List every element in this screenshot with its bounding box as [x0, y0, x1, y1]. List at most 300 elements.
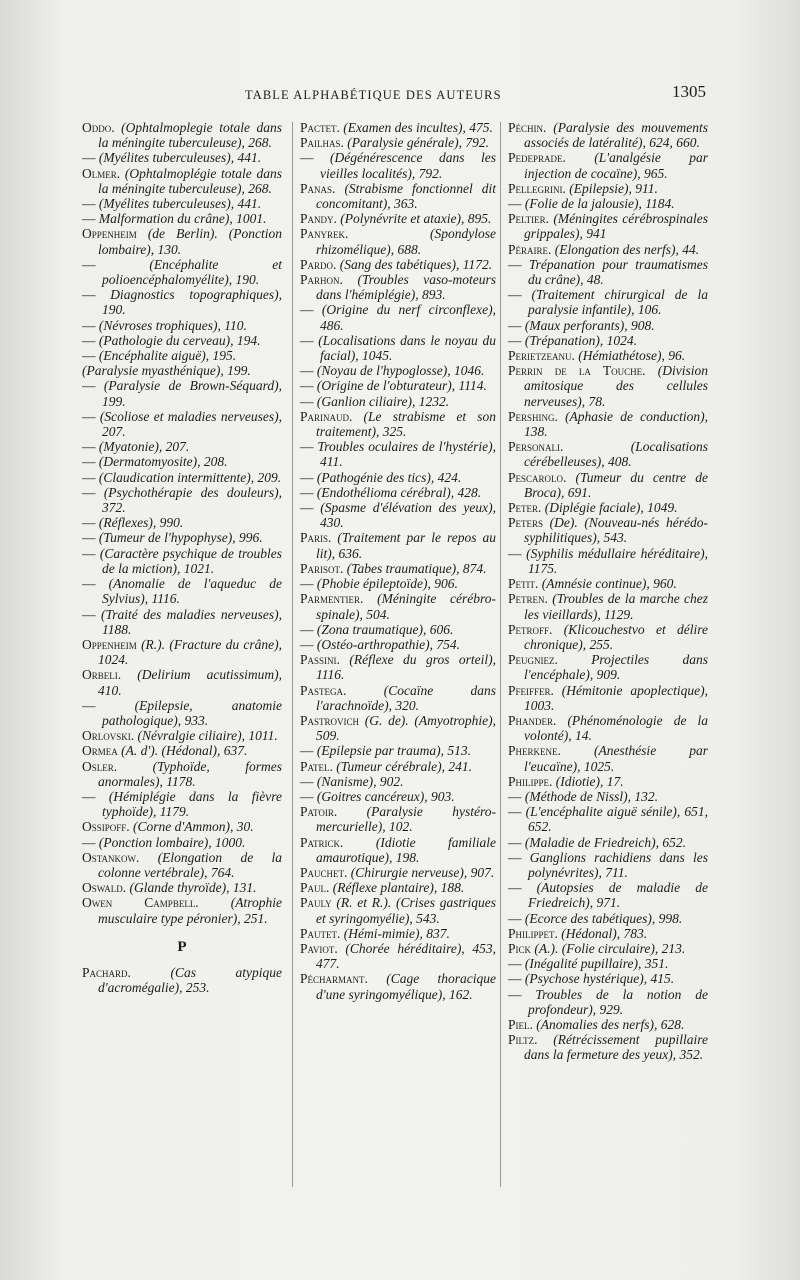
- author-name: Orbeli.: [82, 667, 122, 683]
- entry-title: (Maux perforants), 908.: [524, 317, 655, 333]
- index-entry: [300, 591, 496, 621]
- entry-title: (Syphilis médullaire héréditaire), 1175.: [526, 545, 708, 576]
- index-entry: [300, 211, 496, 226]
- index-column-2: [300, 120, 496, 1002]
- index-entry: [508, 911, 708, 926]
- index-entry: [508, 363, 708, 409]
- index-entry: [82, 835, 282, 850]
- index-entry: [300, 880, 496, 895]
- entry-title: (Glande thyroïde), 131.: [129, 880, 257, 896]
- entry-title: (Réflexes), 990.: [98, 515, 184, 531]
- entry-title: (Ecorce des tabétiques), 998.: [524, 910, 683, 926]
- entry-title: (Tumeur de l'hypophyse), 996.: [98, 530, 263, 546]
- entry-title: (Epilepsie, anatomie pathologique), 933.: [102, 697, 282, 728]
- index-entry: [300, 713, 496, 743]
- author-name: Pandy.: [300, 211, 337, 227]
- index-entry: [82, 895, 282, 925]
- author-name: Oswald.: [82, 880, 127, 896]
- author-name: Oddo.: [82, 120, 115, 135]
- index-entry: [82, 880, 282, 895]
- entry-title: (Tumeur du centre de Broca), 691.: [524, 469, 708, 500]
- entry-title: (Localisations dans le noyau du facial), 1045.: [318, 332, 496, 364]
- entry-title: (Maladie de Friedreich), 652.: [524, 834, 686, 850]
- entry-title: (Spasme d'élévation des yeux), 430.: [320, 500, 496, 531]
- index-entry: [82, 211, 282, 226]
- index-entry: [508, 439, 708, 469]
- entry-title: (Psychothérapie des douleurs), 372.: [102, 484, 283, 516]
- author-name: —: [82, 788, 96, 804]
- author-name: Parinaud.: [300, 408, 353, 424]
- index-entry: [300, 363, 496, 378]
- index-entry: [82, 728, 282, 743]
- author-name: —: [82, 332, 96, 348]
- author-name: —: [300, 484, 314, 500]
- author-name: —: [82, 196, 96, 212]
- entry-title: (Traitement chirurgical de la paralysie infantile), 106.: [528, 287, 709, 318]
- entry-title: (Paralysie de Brown-Séquard), 199.: [102, 378, 283, 409]
- index-entry: [82, 759, 282, 789]
- index-entry: [300, 865, 496, 880]
- author-name: Peugniez.: [508, 652, 558, 668]
- author-name: Piltz.: [508, 1032, 538, 1048]
- entry-title: (Amnésie continue), 960.: [541, 576, 677, 592]
- index-entry: [508, 880, 708, 910]
- entry-title: (Réflexe du gros orteil), 1116.: [316, 652, 497, 683]
- entry-title: (Endothélioma cérébral), 428.: [316, 484, 482, 500]
- entry-title: (Spondylose rhizomélique), 688.: [316, 226, 496, 257]
- author-name: —: [300, 332, 314, 348]
- index-entry: [508, 683, 708, 713]
- author-name: Personali.: [508, 439, 564, 455]
- page-number: 1305: [672, 82, 706, 101]
- author-name: —: [508, 317, 522, 333]
- index-entry: [508, 789, 708, 804]
- entry-title: (Hémiplégie dans la fièvre typhoïde), 1179.: [102, 788, 282, 820]
- entry-title: (Encéphalite aiguë), 195.: [98, 348, 237, 364]
- entry-title: (Dégénérescence dans les vieilles localités), 792.: [320, 150, 497, 181]
- entry-title: Troubles oculaires de l'hystérie), 411.: [317, 439, 496, 470]
- entry-title: (R.). (Fracture du crâne), 1024.: [98, 636, 282, 668]
- index-entry: [300, 409, 496, 439]
- author-name: Ostankow.: [82, 849, 140, 865]
- index-entry: [82, 515, 282, 530]
- index-entry: [508, 515, 708, 545]
- index-entry: [508, 835, 708, 850]
- entry-title: (Trépanation), 1024.: [524, 332, 638, 348]
- index-entry: [508, 470, 708, 500]
- entry-title: (Ophtalmoplégie totale dans la méningite tuberculeuse), 268.: [98, 165, 282, 196]
- author-name: Philippet.: [508, 925, 558, 941]
- entry-title: (Paralysie générale), 792.: [347, 135, 489, 151]
- entry-title: (Examen des incultes), 475.: [343, 120, 493, 135]
- author-name: Pershing.: [508, 408, 558, 424]
- entry-title: (Traité des maladies nerveuses), 1188.: [100, 606, 282, 637]
- author-name: Pachard.: [82, 964, 131, 980]
- index-entry: [82, 120, 282, 150]
- author-name: —: [82, 317, 96, 333]
- author-name: —: [508, 956, 522, 972]
- author-name: —: [300, 621, 314, 637]
- author-name: Parhon.: [300, 272, 343, 288]
- entry-title: (Nanisme), 902.: [316, 773, 404, 789]
- index-entry: [82, 348, 282, 363]
- author-name: Péchin.: [508, 120, 547, 135]
- author-name: —: [82, 697, 96, 713]
- index-entry: [82, 485, 282, 515]
- index-entry: [508, 956, 708, 971]
- index-entry: [300, 530, 496, 560]
- author-name: —: [300, 393, 314, 409]
- entry-title: (Chirurgie nerveuse), 907.: [350, 864, 495, 880]
- author-name: Pedeprade.: [508, 150, 566, 166]
- author-name: Philippe.: [508, 773, 553, 789]
- entry-title: (Aphasie de conduction), 138.: [524, 408, 708, 440]
- index-entry: [508, 987, 708, 1017]
- entry-title: (Ostéo-arthropathie), 754.: [316, 636, 460, 652]
- author-name: Petren.: [508, 591, 548, 607]
- entry-title: (Myélites tuberculeuses), 441.: [98, 150, 262, 166]
- author-name: Panyrek.: [300, 226, 349, 242]
- author-name: —: [300, 773, 314, 789]
- entry-title: (Atrophie musculaire type péronier), 251.: [98, 895, 282, 926]
- index-entry: [300, 500, 496, 530]
- author-name: —: [82, 484, 96, 500]
- entry-title: (Ophtalmoplegie totale dans la méningite tuberculeuse), 268.: [98, 120, 282, 151]
- index-entry: [82, 576, 282, 606]
- entry-title: (L'analgésie par injection de cocaïne), 965.: [524, 150, 708, 181]
- entry-title: (Anomalies des nerfs), 628.: [536, 1016, 685, 1032]
- index-entry: [508, 850, 708, 880]
- entry-title: (Hémiathétose), 96.: [578, 348, 686, 364]
- author-name: —: [300, 500, 314, 516]
- author-name: —: [82, 439, 96, 455]
- author-name: Pick: [508, 940, 532, 956]
- index-entry: [82, 454, 282, 469]
- author-name: —: [300, 378, 314, 394]
- entry-title: (Paralysie myasthénique), 199.: [82, 363, 251, 379]
- index-entry: [508, 941, 708, 956]
- entry-title: (Hédonal), 783.: [561, 925, 648, 941]
- index-entry: [508, 743, 708, 773]
- entry-title: Malformation du crâne), 1001.: [98, 211, 267, 227]
- author-name: Parmentier.: [300, 591, 364, 607]
- author-name: —: [82, 150, 96, 166]
- author-name: Pellegrini.: [508, 180, 566, 196]
- author-name: Paul.: [300, 880, 330, 896]
- entry-title: (Zona traumatique), 606.: [316, 621, 454, 637]
- index-entry: [300, 576, 496, 591]
- author-name: Peter.: [508, 500, 542, 516]
- entry-title: (Chorée héréditaire), 453, 477.: [316, 940, 496, 972]
- index-entry: [82, 287, 282, 317]
- author-name: Parisot.: [300, 560, 344, 576]
- entry-title: (Ponction lombaire), 1000.: [98, 834, 246, 850]
- index-entry: [82, 789, 282, 819]
- index-entry: [300, 774, 496, 789]
- index-entry: [300, 470, 496, 485]
- entry-title: (Scoliose et maladies nerveuses), 207.: [99, 408, 282, 440]
- entry-title: (Division amitosique des cellules nerveuses), 78.: [524, 363, 708, 409]
- index-entry: [300, 272, 496, 302]
- entry-title: (Idiotie), 17.: [555, 773, 624, 789]
- index-entry: [300, 789, 496, 804]
- entry-title: (Ganlion ciliaire), 1232.: [316, 393, 450, 409]
- author-name: —: [508, 287, 522, 303]
- entry-title: (Delirium acutissimum), 410.: [98, 667, 282, 698]
- index-entry: [82, 698, 282, 728]
- author-name: —: [300, 636, 314, 652]
- author-name: —: [508, 971, 522, 987]
- index-entry: [82, 965, 282, 995]
- author-name: Peters: [508, 515, 544, 531]
- entry-title: (Encéphalite et polioencéphalomyélite), 190.: [102, 256, 282, 288]
- index-entry: [82, 166, 282, 196]
- index-entry: [300, 926, 496, 941]
- index-entry: [82, 196, 282, 211]
- entry-title: (Rétrécissement pupillaire dans la fermeture des yeux), 352.: [524, 1032, 709, 1063]
- index-entry: [508, 333, 708, 348]
- author-name: —: [508, 834, 522, 850]
- author-name: Pastega.: [300, 682, 347, 698]
- entry-title: (A.). (Folie circulaire), 213.: [534, 940, 686, 956]
- author-name: Pfeiffer.: [508, 682, 554, 698]
- running-header: TABLE ALPHABÉTIQUE DES AUTEURS: [245, 88, 502, 102]
- entry-title: (Polynévrite et ataxie), 895.: [340, 211, 492, 227]
- author-name: —: [82, 348, 96, 364]
- index-entry: [508, 804, 708, 834]
- index-entry: [300, 743, 496, 758]
- entry-title: (Traitement par le repos au lit), 636.: [316, 530, 497, 561]
- author-name: Oppenheim: [82, 226, 137, 242]
- index-entry: [300, 622, 496, 637]
- index-column-3: [508, 120, 708, 1063]
- author-name: Perrin de la Touche.: [508, 363, 646, 379]
- author-name: —: [300, 576, 314, 592]
- author-name: Piel.: [508, 1016, 533, 1032]
- author-name: —: [82, 211, 96, 227]
- index-entry: [508, 774, 708, 789]
- index-entry: [508, 150, 708, 180]
- index-entry: [300, 759, 496, 774]
- index-entry: [508, 120, 708, 150]
- author-name: —: [508, 804, 522, 820]
- author-name: —: [82, 378, 96, 394]
- index-entry: [82, 850, 282, 880]
- index-entry: [300, 120, 496, 135]
- entry-title: (Myélites tuberculeuses), 441.: [98, 196, 262, 212]
- entry-title: Ganglions rachidiens dans les polynévrites), 711.: [528, 849, 708, 880]
- entry-title: (Phénoménologie de la volonté), 14.: [524, 712, 708, 744]
- entry-title: (Méthode de Nissl), 132.: [524, 788, 658, 804]
- author-name: Péraire.: [508, 241, 552, 257]
- author-name: Ossipoff.: [82, 819, 130, 835]
- index-column-1: [82, 120, 282, 995]
- entry-title: (De). (Nouveau-nés hérédo-syphilitiques), 543.: [524, 515, 708, 546]
- index-entry: [508, 546, 708, 576]
- index-entry: [508, 971, 708, 986]
- entry-title: (Méningite cérébro-spinale), 504.: [316, 591, 496, 622]
- index-entry: [300, 485, 496, 500]
- index-entry: [300, 895, 496, 925]
- author-name: —: [82, 606, 96, 622]
- entry-title: (de Berlin). (Ponction lombaire), 130.: [98, 226, 282, 257]
- index-entry: [82, 819, 282, 834]
- author-name: Oppenheim: [82, 636, 137, 652]
- index-entry: [300, 135, 496, 150]
- index-entry: [508, 287, 708, 317]
- author-name: Ormea: [82, 743, 118, 759]
- index-entry: [300, 804, 496, 834]
- author-name: —: [300, 439, 314, 455]
- index-entry: [82, 257, 282, 287]
- entry-title: (Origine de l'obturateur), 1114.: [316, 378, 487, 394]
- entry-title: (Autopsies de maladie de Friedreich), 971.: [528, 880, 708, 911]
- entry-title: (Diplégie faciale), 1049.: [544, 500, 678, 516]
- entry-title: (Troubles de la marche chez les vieillards), 1129.: [524, 591, 708, 622]
- entry-title: Diagnostics topographiques), 190.: [102, 287, 282, 318]
- entry-title: (Klicouchestvo et délire chronique), 255.: [524, 621, 708, 652]
- entry-title: (Origine du nerf circonflexe), 486.: [320, 302, 496, 333]
- author-name: —: [82, 545, 96, 561]
- index-entry: [508, 1032, 708, 1062]
- author-name: —: [82, 256, 96, 272]
- index-entry: [300, 378, 496, 393]
- index-entry: [82, 409, 282, 439]
- index-entry: [82, 378, 282, 408]
- entry-title: (Claudication intermittente), 209.: [98, 469, 282, 485]
- author-name: —: [82, 408, 96, 424]
- author-name: —: [300, 363, 314, 379]
- column-divider: [292, 122, 293, 1187]
- author-name: —: [300, 469, 314, 485]
- entry-title: (Cocaïne dans l'arachnoïde), 320.: [316, 682, 496, 713]
- author-name: Petroff.: [508, 621, 553, 637]
- author-name: —: [82, 834, 96, 850]
- index-entry: [82, 667, 282, 697]
- author-name: —: [82, 530, 96, 546]
- author-name: Pardo.: [300, 256, 337, 272]
- index-entry: [508, 591, 708, 621]
- index-entry: [82, 470, 282, 485]
- index-entry: [82, 226, 282, 256]
- index-entry: [300, 439, 496, 469]
- entry-title: (Myatonie), 207.: [98, 439, 190, 455]
- entry-title: (Anomalie de l'aqueduc de Sylvius), 1116.: [102, 576, 283, 607]
- entry-title: (Localisations cérébelleuses), 408.: [524, 439, 708, 470]
- index-entry: [82, 546, 282, 576]
- entry-title: (Hémitonie apoplectique), 1003.: [524, 682, 708, 713]
- index-entry: [300, 941, 496, 971]
- index-entry: [82, 333, 282, 348]
- author-name: —: [82, 287, 96, 303]
- author-name: Pautet.: [300, 925, 341, 941]
- entry-title: (Phobie épileptoïde), 906.: [316, 576, 458, 592]
- entry-title: (Réflexe plantaire), 188.: [332, 880, 465, 896]
- entry-title: (Anesthésie par l'eucaïne), 1025.: [524, 743, 708, 774]
- entry-title: (Méningites cérébrospinales grippales), 941: [524, 211, 708, 242]
- author-name: —: [508, 880, 522, 896]
- author-name: —: [300, 302, 314, 318]
- entry-title: (Inégalité pupillaire), 351.: [524, 956, 669, 972]
- author-name: —: [508, 196, 522, 212]
- author-name: —: [82, 576, 96, 592]
- author-name: Passini.: [300, 652, 340, 668]
- author-name: Pécharmant.: [300, 971, 368, 987]
- index-entry: [300, 835, 496, 865]
- author-name: Pailhas.: [300, 135, 344, 151]
- index-entry: [300, 302, 496, 332]
- index-entry: [300, 181, 496, 211]
- entry-title: (Folie de la jalousie), 1184.: [524, 196, 675, 212]
- author-name: Patrick.: [300, 834, 344, 850]
- entry-title: Trépanation pour traumatismes du crâne), 48.: [528, 256, 708, 288]
- index-entry: [82, 637, 282, 667]
- author-name: —: [508, 910, 522, 926]
- index-entry: [82, 150, 282, 165]
- author-name: Pastrovich: [300, 712, 360, 728]
- index-entry: [300, 394, 496, 409]
- index-entry: [508, 926, 708, 941]
- author-name: Olmer.: [82, 165, 121, 181]
- index-entry: [300, 333, 496, 363]
- index-entry: [82, 743, 282, 758]
- entry-title: (R. et R.). (Crises gastriques et syringomyélie), 543.: [316, 895, 496, 926]
- author-name: —: [508, 332, 522, 348]
- author-name: Petit.: [508, 576, 539, 592]
- index-entry: [508, 348, 708, 363]
- index-entry: [508, 713, 708, 743]
- entry-title: (G. de). (Amyotrophie), 509.: [316, 712, 496, 744]
- author-name: Pauly: [300, 895, 332, 911]
- author-name: Perietzeanu.: [508, 348, 575, 364]
- index-entry: [508, 318, 708, 333]
- column-divider: [500, 122, 501, 1187]
- entry-title: (Tabes traumatique), 874.: [346, 560, 487, 576]
- author-name: Peltier.: [508, 211, 550, 227]
- author-name: Orlovski.: [82, 728, 135, 744]
- entry-title: (Paralysie des mouvements associés de latéralité), 624, 660.: [524, 120, 709, 151]
- author-name: Patoir.: [300, 804, 338, 820]
- index-entry: [300, 652, 496, 682]
- entry-title: (Idiotie familiale amaurotique), 198.: [316, 834, 496, 865]
- entry-title: (Epilepsie par trauma), 513.: [316, 743, 471, 759]
- entry-title: Projectiles dans l'encéphale), 909.: [524, 652, 708, 683]
- entry-title: (Corne d'Ammon), 30.: [133, 819, 254, 835]
- author-name: Pactet.: [300, 120, 340, 135]
- entry-title: (Goitres cancéreux), 903.: [316, 788, 455, 804]
- author-name: —: [508, 256, 522, 272]
- index-entry: [508, 211, 708, 241]
- author-name: —: [508, 986, 522, 1002]
- index-entry: [508, 257, 708, 287]
- entry-title: (Noyau de l'hypoglosse), 1046.: [316, 363, 485, 379]
- author-name: Pherkene.: [508, 743, 561, 759]
- index-entry: [82, 530, 282, 545]
- index-entry: [508, 622, 708, 652]
- index-entry: [300, 637, 496, 652]
- author-name: Pescarolo.: [508, 469, 567, 485]
- index-entry: [508, 409, 708, 439]
- entry-title: (Psychose hystérique), 415.: [524, 971, 675, 987]
- index-entry: [300, 683, 496, 713]
- author-name: Paris.: [300, 530, 332, 546]
- author-name: —: [508, 545, 522, 561]
- entry-title: (Elongation de la colonne vertébrale), 764.: [98, 849, 282, 880]
- entry-title: (Cas atypique d'acromégalie), 253.: [98, 964, 282, 996]
- author-name: —: [82, 515, 96, 531]
- index-entry: [508, 576, 708, 591]
- author-name: —: [300, 150, 314, 166]
